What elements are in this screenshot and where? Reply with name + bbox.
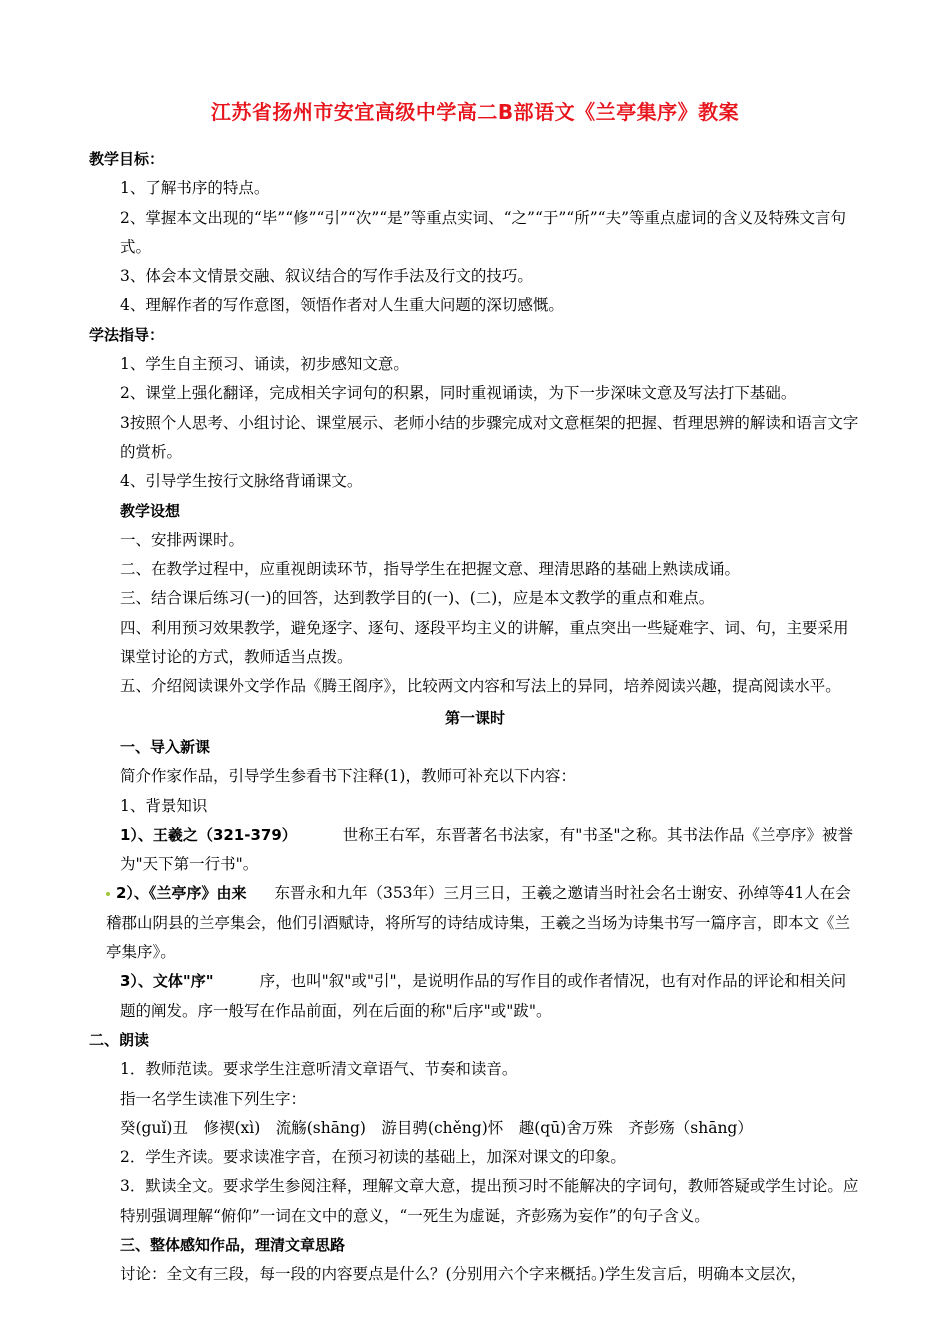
item3-label: 3）、文体"序" [120,972,214,991]
page-title: 江苏省扬州市安宜高级中学高二B部语文《兰亭集序》教案 [210,100,740,124]
lesson-heading: 第一课时 [444,708,505,727]
item1-text: 世称王右军，东晋著名书法家，有"书圣"之称。其书法作品《兰亭序》被誉为"天下第一行书"。 [120,825,854,874]
design-item: 四、利用预习效果教学，避免逐字、逐句、逐段平均主义的讲解，重点突出一些疑难字、词、句，主要采用课堂讨论的方式，教师适当点拨。 [120,618,849,667]
item2-text: 东晋永和九年（353年）三月三日，王羲之邀请当时社会名士谢安、孙绰等41人在会稽郡山阴县的兰亭集会，他们引酒赋诗，将所写的诗结成诗集，王羲之当场为诗集书写一篇序言，即本文《兰亭集序》。 [106,884,851,962]
goal-item: 2、掌握本文出现的“毕”“修”“引”“次”“是”等重点实词、“之”“于”“所”“夫”等重点虚词的含义及特殊文言句式。 [120,208,846,256]
item-lanting-origin [89,879,861,967]
item-wang-xizhi [89,821,861,880]
item3-text: 序，也叫"叙"或"引"，是说明作品的写作目的或作者情况，也有对作品的评论和相关问题的阐发。序一般写在作品前面，列在后面的称"后序"或"跋"。 [120,972,847,1020]
goal-item: 1、了解书序的特点。 [120,179,270,198]
reading-line: 1．教师范读。要求学生注意听清文章语气、节奏和读音。 [120,1060,518,1079]
method-item: 1、学生自主预习、诵读，初步感知文意。 [120,355,409,374]
part2-heading: 二、朗读 [89,1030,150,1049]
reading-line: 指一名学生读准下列生字： [120,1089,307,1108]
pronunciation-list: 癸(guǐ)丑 修禊(xì) 流觞(shāng) 游目骋(chěng)怀 趣(qū)舍万殊 齐彭殇（shāng） [120,1118,753,1137]
reading-line: 3．默读全文。要求学生参阅注释，理解文章大意，提出预习时不能解决的字词句，教师答疑或学生讨论。应特别强调理解“俯仰”一词在文中的意义，“一死生为虚诞，齐彭殇为妄作”的句子含义。 [120,1177,859,1225]
design-heading: 教学设想 [120,501,181,520]
method-item: 4、引导学生按行文脉络背诵课文。 [120,472,363,491]
part1-heading: 一、导入新课 [120,737,211,756]
part1-intro: 简介作家作品，引导学生参看书下注释(1)，教师可补充以下内容： [120,767,576,786]
reading-line: 2．学生齐读。要求读准字音，在预习初读的基础上，加深对课文的印象。 [120,1148,626,1167]
goals-heading: 教学目标： [89,150,165,168]
method-item: 2、课堂上强化翻译，完成相关字词句的积累，同时重视诵读，为下一步深味文意及写法打下基础。 [120,384,797,403]
item-genre [89,967,861,1026]
design-item: 二、在教学过程中，应重视朗读环节，指导学生在把握文意、理清思路的基础上熟读成诵。 [120,560,741,579]
discussion-line: 讨论：全文有三段，每一段的内容要点是什么？(分别用六个字来概括。)学生发言后，明确本文层次， [120,1265,807,1284]
design-item: 三、结合课后练习(一)的回答，达到教学目的(一)、(二)，应是本文教学的重点和难点。 [120,589,715,608]
background-label: 1、背景知识 [120,796,208,815]
document-body [89,145,861,1290]
method-heading: 学法指导： [89,325,165,344]
method-item: 3按照个人思考、小组讨论、课堂展示、老师小结的步骤完成对文意框架的把握、哲理思辨的解读和语言文字的赏析。 [120,413,859,461]
design-item: 一、安排两课时。 [120,530,245,549]
part3-heading: 三、整体感知作品，理清文章思路 [120,1235,346,1254]
goal-item: 3、体会本文情景交融、叙议结合的写作手法及行文的技巧。 [120,267,533,286]
item2-label: 2）、《兰亭序》由来 [116,884,247,903]
item1-label: 1）、王羲之（321-379） [120,825,297,844]
goal-item: 4、理解作者的写作意图，领悟作者对人生重大问题的深切感慨。 [120,296,564,315]
design-item: 五、介绍阅读课外文学作品《腾王阁序》，比较两文内容和写法上的异同，培养阅读兴趣，提高阅读水平。 [120,677,841,696]
marker-dot [106,892,110,896]
